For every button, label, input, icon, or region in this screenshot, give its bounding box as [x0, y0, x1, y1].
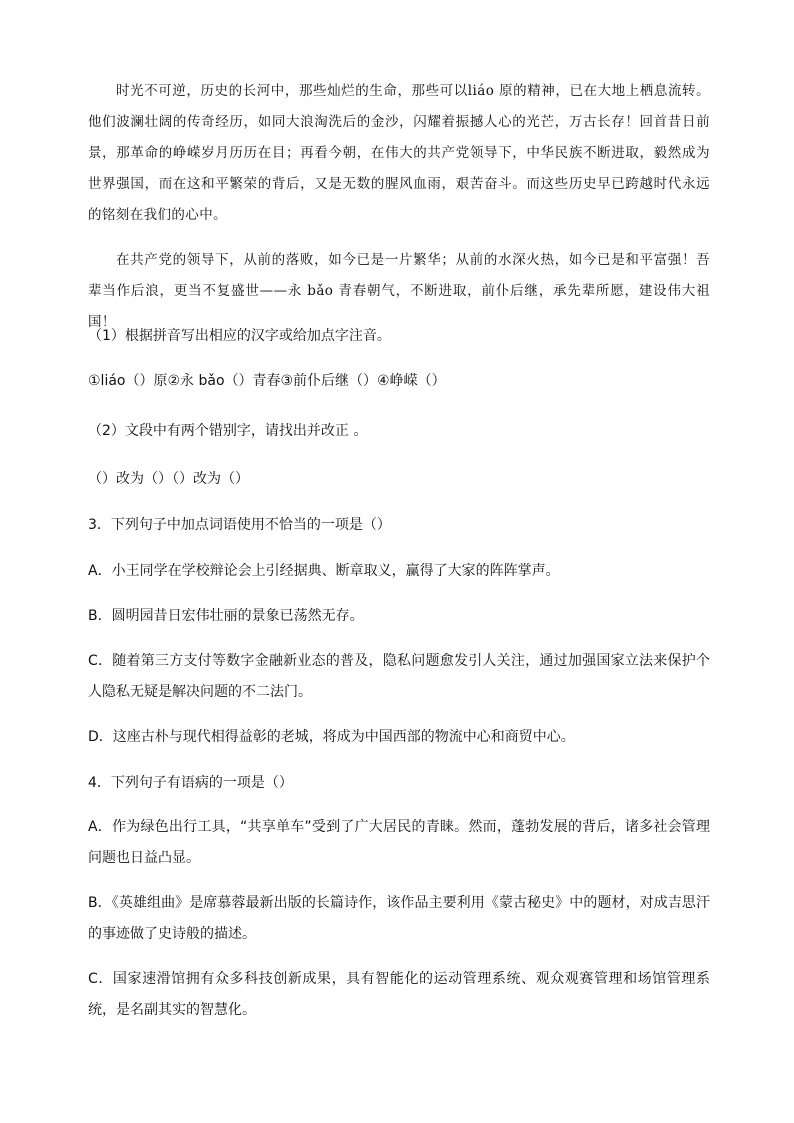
question-3-stem: 3．下列句子中加点词语使用不恰当的一项是（） — [88, 517, 391, 533]
sub-question-2-blanks: （）改为（）（）改为（） — [88, 471, 249, 487]
question-3-option-b — [88, 601, 710, 632]
passage-paragraph-1: 时光不可逆，历史的长河中，那些灿烂的生命，那些可以liáo 原的精神，已在大地上栖息流转。他们波澜壮阔的传奇经历，如同大浪淘洗后的金沙，闪耀着振撼人心的光芒，万古长存！回首昔日前景，那革命的峥嵘岁月历历在目；再看今朝，在伟大的共产党领导下，中华民族不断进取，毅然成为世界强国，而在这和平繁荣的背后，又是无数的腥风血雨，艰苦奋斗。而这些历史早已跨越时代永远的铭刻在我们的心中。 — [88, 83, 710, 223]
question-2-sub-1 — [88, 321, 710, 352]
question-4 — [88, 768, 710, 799]
reading-passage — [88, 76, 710, 338]
sub-question-1-prompt: （1）根据拼音写出相应的汉字或给加点字注音。 — [88, 328, 391, 344]
question-3-option-c — [88, 646, 710, 708]
option-b: B．圆明园昔日宏伟壮丽的景象已荡然无存。 — [88, 608, 364, 624]
question-3 — [88, 510, 710, 541]
option-a: A．小王同学在学校辩论会上引经据典、断章取义，赢得了大家的阵阵掌声。 — [88, 563, 560, 579]
question-2-sub-2-answer — [88, 464, 710, 495]
question-4-option-a — [88, 812, 710, 874]
option-c: C．国家速滑馆拥有众多科技创新成果，具有智能化的运动管理系统、观众观赛管理和场馆管理系统，是名副其实的智慧化。 — [88, 971, 710, 1018]
sub-question-2-prompt: （2）文段中有两个错别字，请找出并改正 。 — [88, 423, 368, 439]
question-2-sub-2 — [88, 416, 710, 447]
question-4-stem: 4．下列句子有语病的一项是（） — [88, 775, 293, 791]
option-a: A．作为绿色出行工具，“共享单车”受到了广大居民的青睐。然而，蓬勃发展的背后，诸多社会管理问题也日益凸显。 — [88, 819, 710, 866]
question-2-sub-1-items — [88, 366, 710, 397]
option-c: C．随着第三方支付等数字金融新业态的普及，隐私问题愈发引人关注，通过加强国家立法来保护个人隐私无疑是解决问题的不二法门。 — [88, 653, 710, 700]
option-b: B．《英雄组曲》是席慕蓉最新出版的长篇诗作，该作品主要利用《蒙古秘史》中的题材，对成吉思汗的事迹做了史诗般的描述。 — [88, 895, 710, 942]
question-3-option-a — [88, 556, 710, 587]
option-d: D．这座古朴与现代相得益彰的老城，将成为中国西部的物流中心和商贸中心。 — [88, 729, 575, 745]
passage-paragraph-2: 在共产党的领导下，从前的落败，如今已是一片繁华；从前的水深火热，如今已是和平富强！吾辈当作后浪，更当不复盛世——永 bǎo 青春朝气，不断进取，前仆后继，承先辈所愿，建设伟大祖国！ — [88, 252, 710, 330]
question-3-option-d — [88, 722, 710, 753]
sub-question-1-blanks: ①liáo（）原②永 bǎo（）青春③前仆后继（）④峥嵘（） — [88, 373, 446, 389]
question-4-option-c — [88, 964, 710, 1026]
question-4-option-b — [88, 888, 710, 950]
